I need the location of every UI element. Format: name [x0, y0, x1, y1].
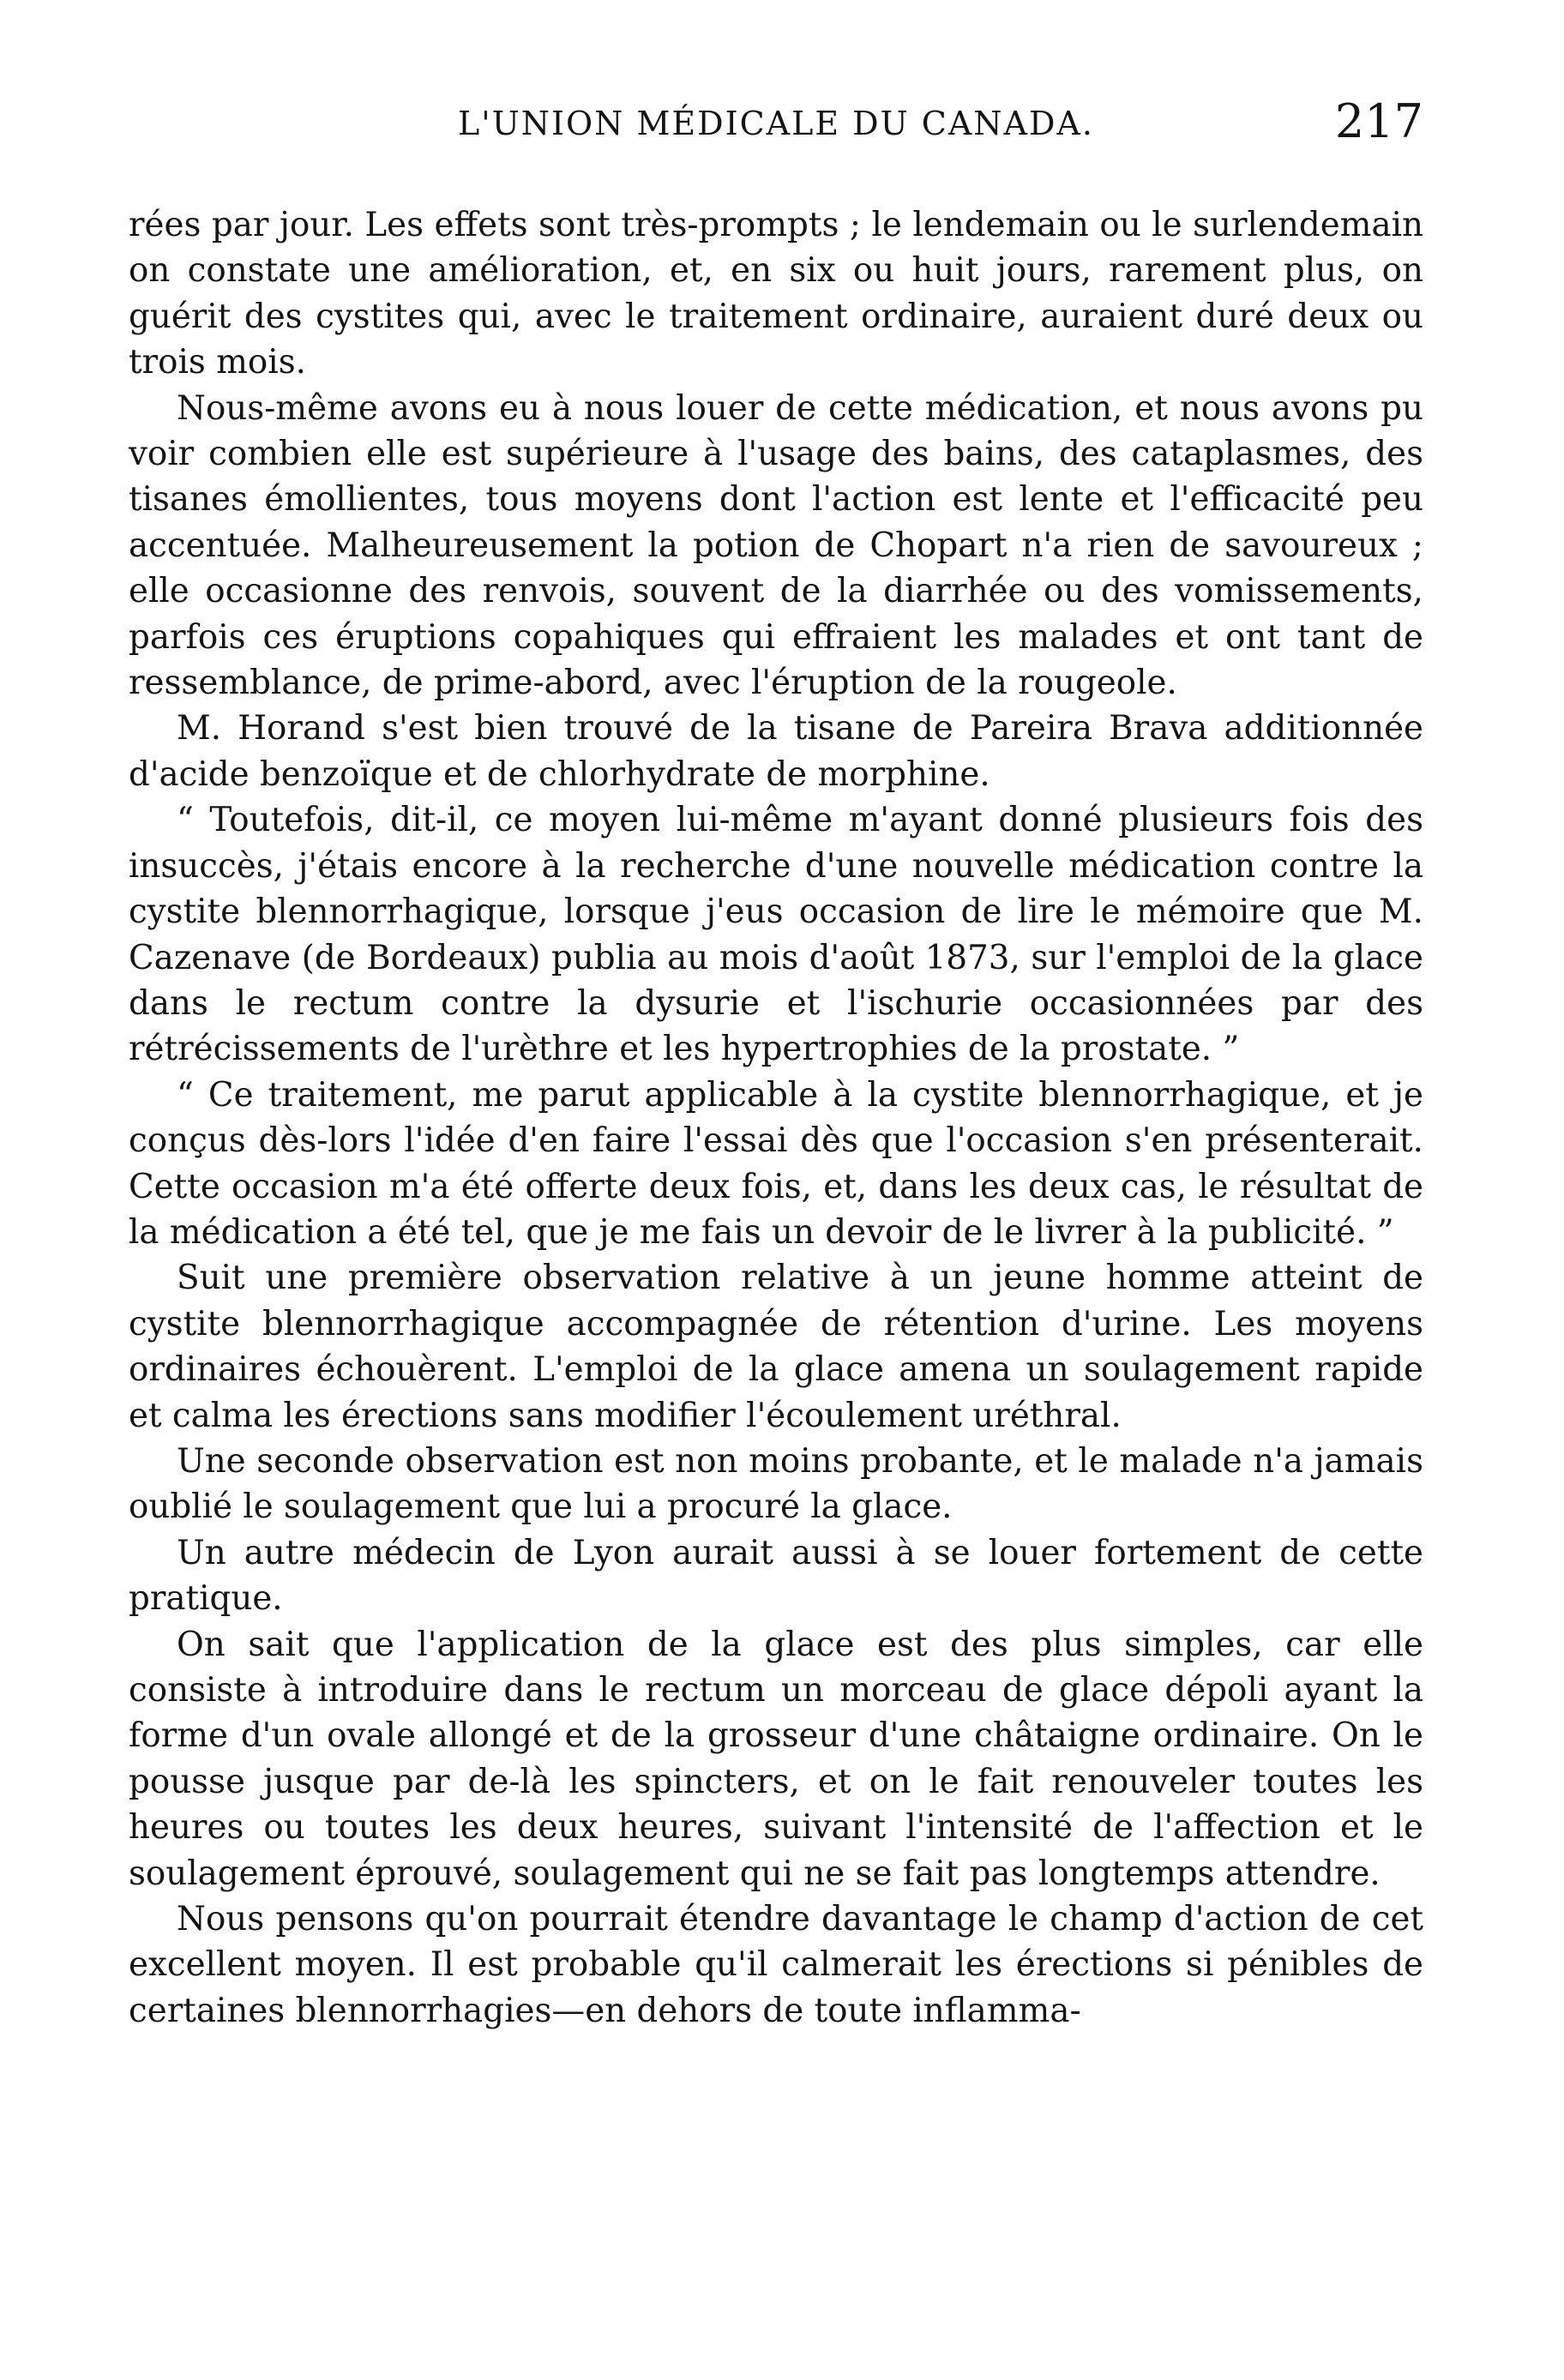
paragraph: Nous-même avons eu à nous louer de cette médication, et nous avons pu voir combien elle est supérieure à l'usage des bains, des cataplasmes, des tisanes émollientes, tous moyens dont l'action est lente et l'efficacité peu accentuée. Malheureusement la potion de Chopart n'a rien de savoureux ; elle occasionne des renvois, souvent de la diarrhée ou des vomissements, parfois ces éruptions copahiques qui effraient les malades et ont tant de ressemblance, de prime-abord, avec l'éruption de la rougeole. — [129, 388, 1423, 703]
paragraph: Une seconde observation est non moins probante, et le malade n'a jamais oublié le soulagement que lui a procuré la glace. — [129, 1441, 1423, 1527]
paragraph: Suit une première observation relative à un jeune homme atteint de cystite blennorrhagique accompagnée de rétention d'urine. Les moyens ordinaires échouèrent. L'emploi de la glace amena un soulagement rapide et calma les érections sans modifier l'écoulement uréthral. — [129, 1259, 1423, 1435]
paragraph: M. Horand s'est bien trouvé de la tisane de Pareira Brava additionnée d'acide benzoïque et de chlorhydrate de morphine. — [129, 709, 1423, 794]
running-head: L'UNION MÉDICALE DU CANADA. — [458, 105, 1094, 142]
page-number: 217 — [1334, 94, 1423, 148]
paragraph: Nous pensons qu'on pourrait étendre davantage le champ d'action de cet excellent moyen. Il est probable qu'il calmerait les érections si pénibles de certaines blennorrhagies—en dehors de toute inflamma- — [129, 1900, 1423, 2030]
quoted-paragraph: “ Ce traitement, me parut applicable à la cystite blennorrhagique, et je conçus dès-lors l'idée d'en faire l'essai dès que l'occasion s'en présenterait. Cette occasion m'a été offerte deux fois, et, dans les deux cas, le résultat de la médication a été tel, que je me fais un devoir de le livrer à la publicité. ” — [129, 1075, 1423, 1252]
paragraph: Un autre médecin de Lyon aurait aussi à se louer fortement de cette pratique. — [129, 1533, 1423, 1619]
body-text — [129, 202, 1423, 2034]
paragraph-continued: rées par jour. Les effets sont très-prompts ; le lendemain ou le surlendemain on constate une amélioration, et, en six ou huit jours, rarement plus, on guérit des cystites qui, avec le traitement ordinaire, auraient duré deux ou trois mois. — [129, 206, 1423, 382]
paragraph: On sait que l'application de la glace est des plus simples, car elle consiste à introduire dans le rectum un morceau de glace dépoli ayant la forme d'un ovale allongé et de la grosseur d'une châtaigne ordinaire. On le pousse jusque par de-là les spincters, et on le fait renouveler toutes les heures ou toutes les deux heures, suivant l'intensité de l'affection et le soulagement éprouvé, soulagement qui ne se fait pas longtemps attendre. — [129, 1625, 1423, 1893]
page-header — [129, 94, 1423, 165]
quoted-paragraph: “ Toutefois, dit-il, ce moyen lui-même m'ayant donné plusieurs fois des insuccès, j'étais encore à la recherche d'une nouvelle médication contre la cystite blennorrhagique, lorsque j'eus occasion de lire le mémoire que M. Cazenave (de Bordeaux) publia au mois d'août 1873, sur l'emploi de la glace dans le rectum contre la dysurie et l'ischurie occasionnées par des rétrécissements de l'urèthre et les hypertrophies de la prostate. ” — [129, 801, 1423, 1069]
